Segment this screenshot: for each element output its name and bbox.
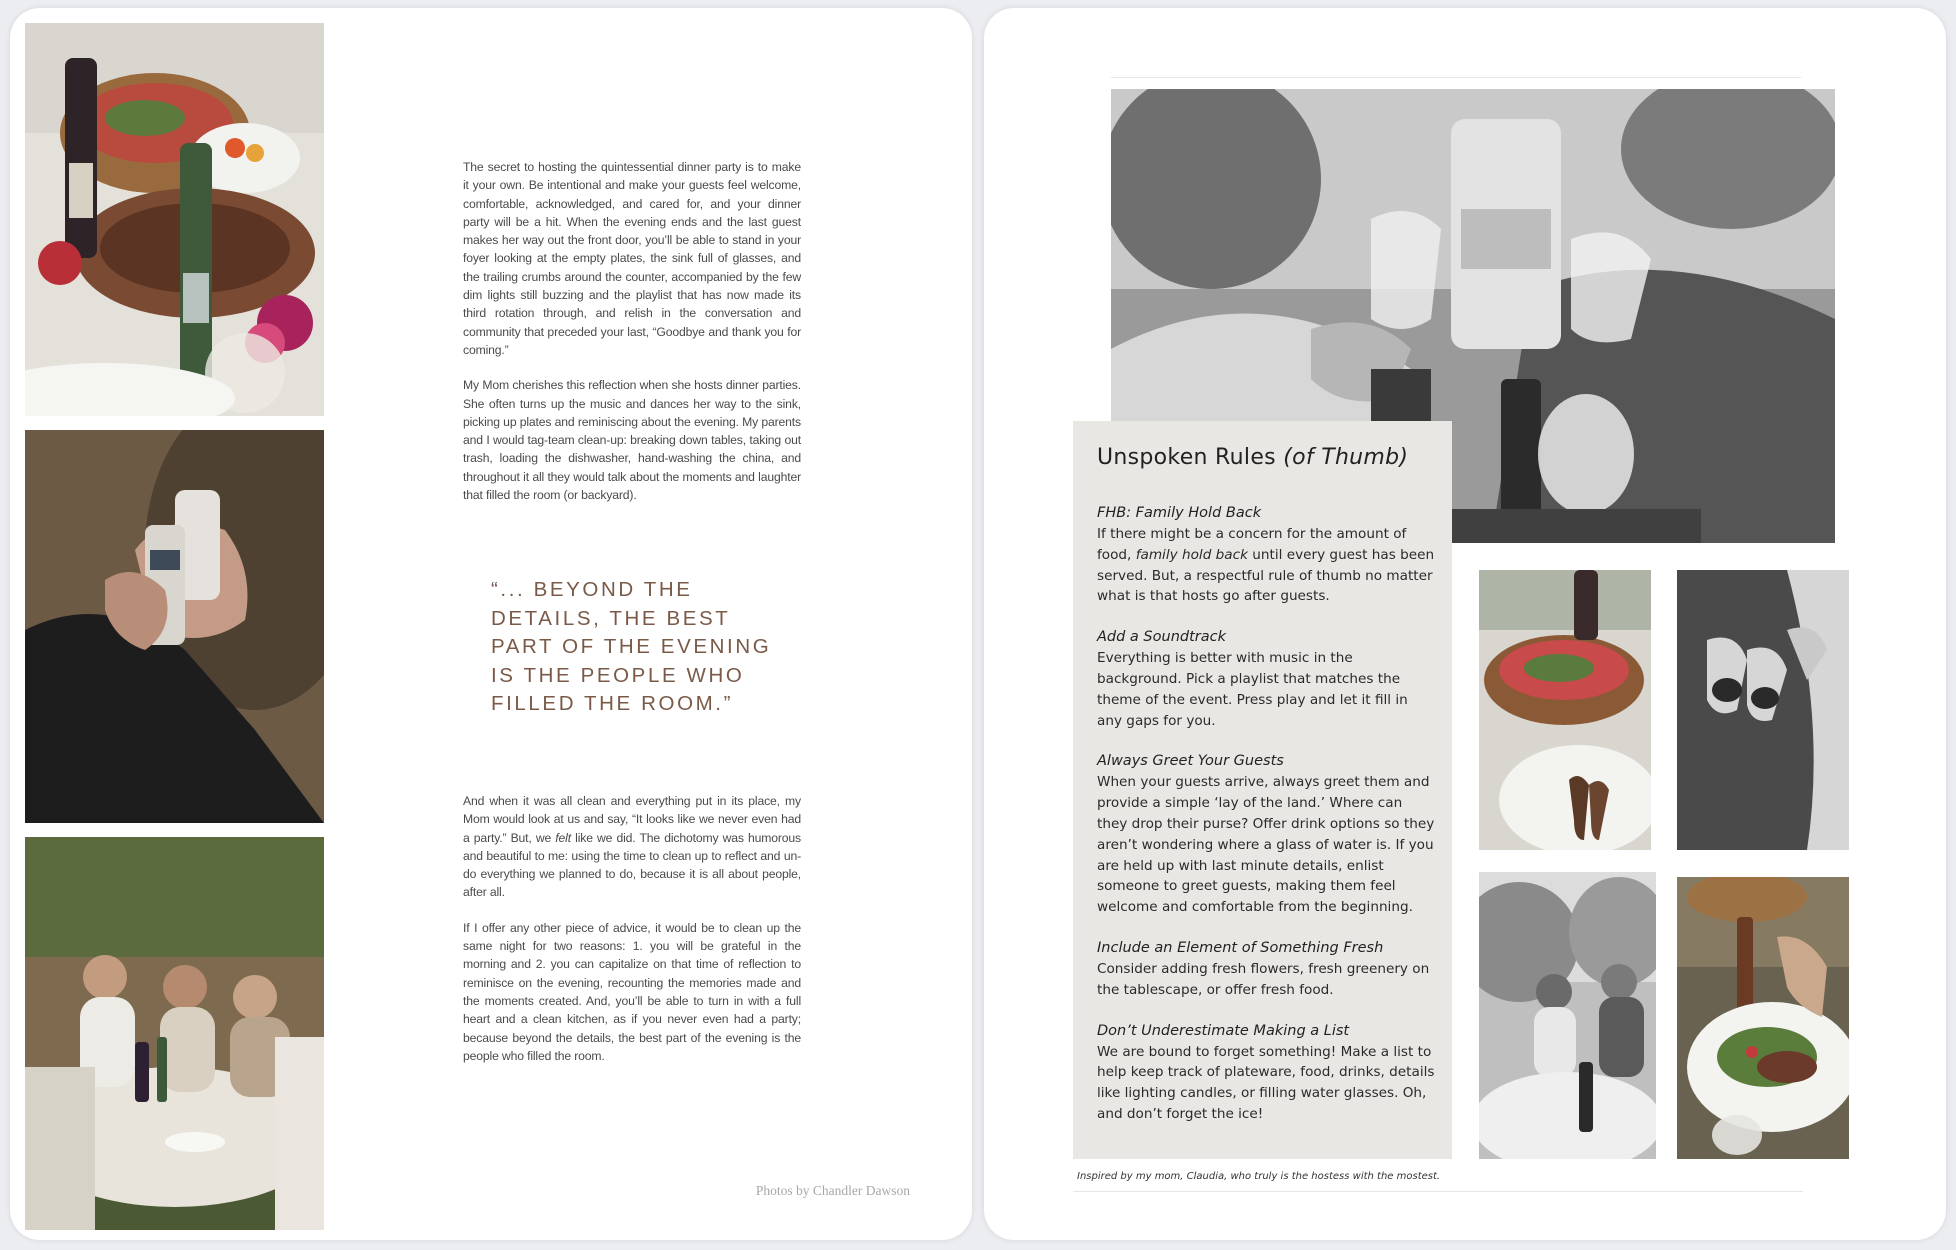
rule-heading: FHB: Family Hold Back	[1097, 505, 1262, 521]
paragraph-4: If I offer any other piece of advice, it would be to clean up the same night for two reasons: 1. you will be grateful in the morning and 2. you can capitalize on that time of reflection to reminisce on the evening, recounting the memories made and the moments created. And, you’ll be able to turn in with a full heart and a clean kitchen, as if you never even had a party; because beyond the details, the best part of the evening is the people who filled the room.	[463, 920, 801, 1063]
photo-friends-at-table	[25, 837, 324, 1230]
paragraph-2: My Mom cherishes this reflection when she hosts dinner parties. She often turns up the music and dances her way to the sink, picking up plates and reminiscing about the evening. My parents and I would tag-team clean-up: breaking down tables, taking out trash, loading the dishwasher, hand-washing the china, and throughout it all they would talk about the moments and laughter that filled the room (or backyard).	[463, 378, 801, 503]
rule-body: We are bound to forget something! Make a list to help keep track of plateware, food, drinks, details like lighting candles, or filling water glasses. Oh, and don’t forget the ice!	[1097, 1043, 1435, 1122]
rules-list	[1097, 503, 1435, 1145]
rule-item	[1097, 938, 1435, 1001]
dedication-caption: Inspired by my mom, Claudia, who truly is the hostess with the mostest.	[1077, 1171, 1441, 1182]
pull-quote: “... BEYOND THE DETAILS, THE BEST PART OF THE EVENING IS THE PEOPLE WHO FILLED THE ROOM.”	[491, 578, 772, 715]
closing-text	[463, 792, 801, 1082]
unspoken-rules-box	[1073, 421, 1452, 1159]
rule-item	[1097, 751, 1435, 918]
right-page	[984, 8, 1946, 1240]
rules-title: Unspoken Rules (of Thumb)	[1097, 445, 1409, 470]
paragraph-1: The secret to hosting the quintessential dinner party is to make it your own. Be intentional and make your guests feel welcome, comfortable, acknowledged, and cared for, and your dinner party will be a hit. When the evening ends and the last guest makes her way out the front door, you’ll be able to stand in your foyer looking at the empty plates, the sink full of glasses, and the trailing crumbs around the counter, accompanied by the few dim lights still buzzing and the playlist that has now made its third rotation through, and relish in the conversation and community that preceded your last, “Goodbye and thank you for coming.”	[463, 160, 801, 357]
rule-body: If there might be a concern for the amount of food, family hold back until every guest has been served. But, a respectful rule of thumb no matter what is that hosts go after guests.	[1097, 526, 1435, 605]
rule-heading: Don’t Underestimate Making a List	[1097, 1022, 1350, 1039]
photo-guests-bw	[1479, 872, 1656, 1159]
photo-salad-bowl	[1479, 570, 1651, 850]
rule-body: Consider adding fresh flowers, fresh greenery on the tablescape, or offer fresh food.	[1097, 960, 1430, 998]
photo-dinner-plate	[1677, 877, 1849, 1159]
photo-credit: Photos by Chandler Dawson	[755, 1183, 910, 1198]
top-divider	[1111, 77, 1801, 78]
paragraph-3: And when it was all clean and everything put in its place, my Mom would look at us and say, “It looks like we never even had a party.” But, we felt like we did. The dichotomy was humorous and beautiful to me: using the time to clean up to reflect and un-do everything we planned to do, because it is all about people, after all.	[463, 794, 801, 900]
rule-item	[1097, 1021, 1435, 1125]
photo-dinner-table-wine	[25, 23, 324, 416]
photo-hands-beer-can	[25, 430, 324, 823]
rule-item	[1097, 503, 1435, 607]
photo-wine-toast-bw	[1677, 570, 1849, 850]
left-page	[10, 8, 972, 1240]
rule-item	[1097, 627, 1435, 731]
rule-body: When your guests arrive, always greet them and provide a simple ‘lay of the land.’ Where can they drop their purse? Offer drink options so they aren’t wondering where a glass of water is. If you are held up with last minute details, enlist someone to greet guests, making them feel welcome and comfortable from the beginning.	[1097, 774, 1435, 916]
rule-body: Everything is better with music in the background. Pick a playlist that matches the theme of the event. Press play and let it fill in any gaps for you.	[1097, 650, 1408, 729]
intro-text	[463, 158, 801, 521]
rule-heading: Always Greet Your Guests	[1097, 753, 1284, 770]
rule-heading: Add a Soundtrack	[1097, 629, 1226, 646]
rule-heading: Include an Element of Something Fresh	[1097, 939, 1384, 956]
bottom-divider	[1073, 1191, 1803, 1192]
